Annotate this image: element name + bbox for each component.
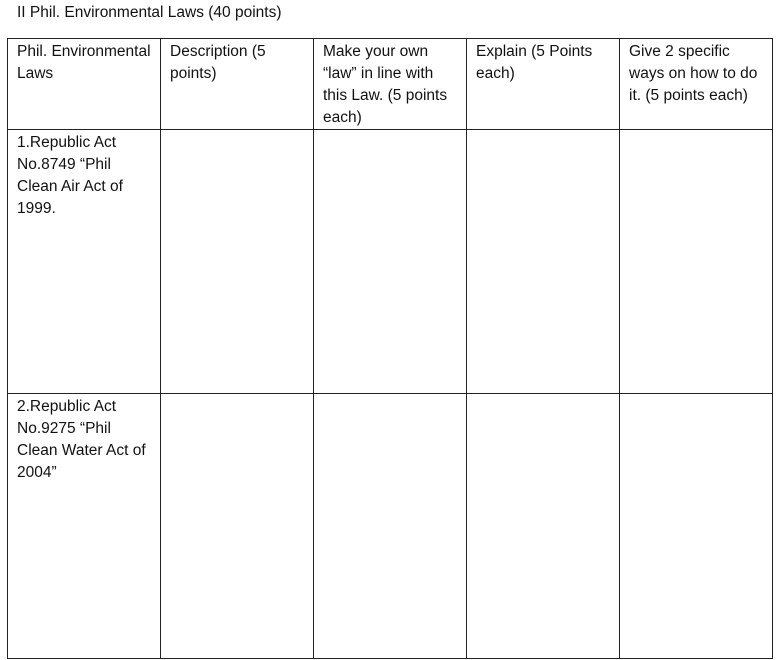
own-law-answer-cell[interactable] [314,130,467,394]
header-cell-ways [620,39,773,130]
table-row-clean-water-act [8,394,773,659]
law-name: 1.Republic Act No.8749 “Phil Clean Air Act of 1999. [17,134,123,217]
worksheet-heading: II Phil. Environmental Laws (40 points) [17,4,282,21]
law-cell [8,394,161,659]
ways-answer-cell[interactable] [620,394,773,659]
header-laws-label: Phil. Environmental Laws [17,43,151,82]
header-description-label: Description (5 points) [170,43,266,82]
header-explain-label: Explain (5 Points each) [476,43,593,82]
header-cell-own-law [314,39,467,130]
header-cell-description [161,39,314,130]
explain-answer-cell[interactable] [467,130,620,394]
environmental-laws-table [7,38,773,659]
ways-answer-cell[interactable] [620,130,773,394]
own-law-answer-cell[interactable] [314,394,467,659]
header-own-law-label: Make your own “law” in line with this Law. (5 points each) [323,43,448,126]
description-answer-cell[interactable] [161,394,314,659]
table-row-clean-air-act [8,130,773,394]
header-ways-label: Give 2 specific ways on how to do it. (5 points each) [629,43,758,104]
description-answer-cell[interactable] [161,130,314,394]
header-cell-explain [467,39,620,130]
law-name: 2.Republic Act No.9275 “Phil Clean Water Act of 2004” [17,398,146,481]
law-cell [8,130,161,394]
table-header-row [8,39,773,130]
header-cell-laws [8,39,161,130]
explain-answer-cell[interactable] [467,394,620,659]
